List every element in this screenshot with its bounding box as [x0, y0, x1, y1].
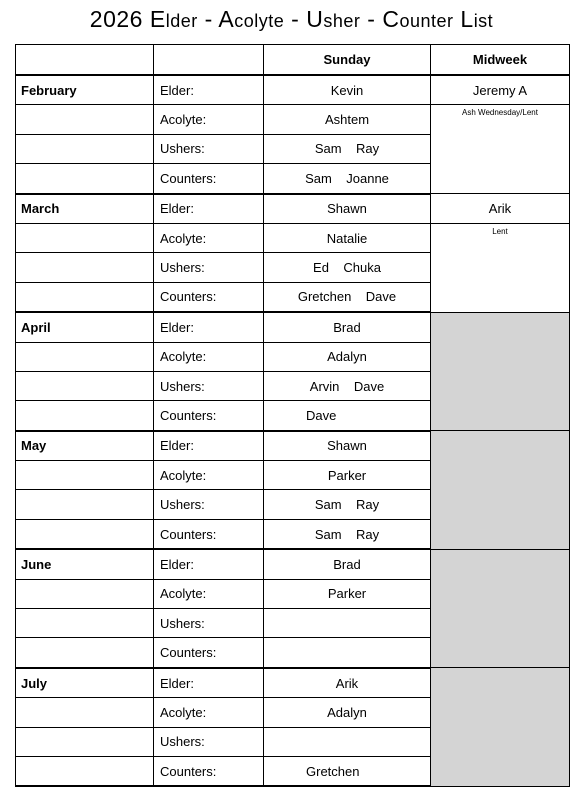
title-word-list: List — [460, 6, 494, 32]
header-role-cell — [154, 45, 264, 76]
sunday-assignment: Natalie — [264, 223, 431, 252]
title-word-elder: Elder — [149, 6, 198, 32]
midweek-shaded-cell — [431, 431, 570, 550]
month-label-june: June — [16, 549, 154, 579]
sunday-assignment: Ashtem — [264, 105, 431, 134]
page-title — [0, 6, 583, 33]
midweek-shaded-cell — [431, 549, 570, 668]
sunday-assignment: Kevin — [264, 75, 431, 105]
month-cell-empty — [16, 223, 154, 252]
title-separator: - — [204, 6, 213, 32]
sunday-assignment: Parker — [264, 579, 431, 608]
sunday-assignment: Brad — [264, 312, 431, 342]
role-label: Elder: — [154, 75, 264, 105]
sunday-assignment: Adalyn — [264, 698, 431, 727]
title-separator: - — [291, 6, 300, 32]
sunday-assignment: Sam Ray — [264, 490, 431, 519]
month-cell-empty — [16, 638, 154, 668]
month-cell-empty — [16, 253, 154, 282]
role-label: Acolyte: — [154, 579, 264, 608]
role-label: Ushers: — [154, 253, 264, 282]
month-cell-empty — [16, 342, 154, 371]
midweek-note: Lent — [492, 226, 508, 236]
sunday-assignment: Adalyn — [264, 342, 431, 371]
role-label: Elder: — [154, 668, 264, 698]
midweek-shaded-cell — [431, 668, 570, 787]
midweek-assignment: Jeremy A — [431, 75, 570, 105]
header-month-cell — [16, 45, 154, 76]
role-label: Counters: — [154, 638, 264, 668]
month-cell-empty — [16, 164, 154, 194]
sunday-assignment: Arvin Dave — [264, 371, 431, 400]
sunday-assignment: Gretchen Dave — [264, 282, 431, 312]
title-separator: - — [367, 6, 376, 32]
role-label: Counters: — [154, 401, 264, 431]
month-cell-empty — [16, 579, 154, 608]
month-cell-empty — [16, 609, 154, 638]
sunday-assignment: Gretchen — [264, 756, 431, 786]
schedule-row — [16, 105, 570, 134]
month-cell-empty — [16, 134, 154, 163]
role-label: Ushers: — [154, 371, 264, 400]
month-cell-empty — [16, 461, 154, 490]
schedule-body — [16, 45, 570, 787]
month-cell-empty — [16, 698, 154, 727]
month-label-april: April — [16, 312, 154, 342]
title-word-usher: Usher — [306, 6, 361, 32]
title-word-acolyte: Acolyte — [218, 6, 285, 32]
schedule-row — [16, 549, 570, 579]
schedule-row — [16, 194, 570, 224]
month-cell-empty — [16, 727, 154, 756]
sunday-assignment: Shawn — [264, 431, 431, 461]
month-label-february: February — [16, 75, 154, 105]
schedule-row — [16, 312, 570, 342]
sunday-assignment — [264, 638, 431, 668]
month-cell-empty — [16, 756, 154, 786]
midweek-assignment: Arik — [431, 194, 570, 224]
role-label: Acolyte: — [154, 105, 264, 134]
sunday-assignment: Dave — [264, 401, 431, 431]
role-label: Acolyte: — [154, 223, 264, 252]
header-row — [16, 45, 570, 76]
role-label: Counters: — [154, 282, 264, 312]
month-cell-empty — [16, 519, 154, 549]
title-year: 2026 — [89, 6, 143, 32]
month-label-march: March — [16, 194, 154, 224]
schedule-row — [16, 668, 570, 698]
month-cell-empty — [16, 490, 154, 519]
month-cell-empty — [16, 282, 154, 312]
title-word-counter: Counter — [382, 6, 454, 32]
schedule-table — [15, 44, 570, 787]
month-label-july: July — [16, 668, 154, 698]
role-label: Ushers: — [154, 134, 264, 163]
midweek-note-cell — [431, 105, 570, 194]
sunday-assignment: Sam Joanne — [264, 164, 431, 194]
sunday-assignment: Parker — [264, 461, 431, 490]
sunday-assignment — [264, 609, 431, 638]
role-label: Acolyte: — [154, 698, 264, 727]
role-label: Elder: — [154, 549, 264, 579]
header-sunday: Sunday — [264, 45, 431, 76]
header-midweek: Midweek — [431, 45, 570, 76]
role-label: Acolyte: — [154, 461, 264, 490]
midweek-note-cell — [431, 223, 570, 312]
role-label: Counters: — [154, 164, 264, 194]
role-label: Counters: — [154, 756, 264, 786]
role-label: Elder: — [154, 194, 264, 224]
sunday-assignment: Shawn — [264, 194, 431, 224]
month-cell-empty — [16, 105, 154, 134]
month-label-may: May — [16, 431, 154, 461]
role-label: Ushers: — [154, 727, 264, 756]
month-cell-empty — [16, 401, 154, 431]
sunday-assignment: Sam Ray — [264, 519, 431, 549]
role-label: Ushers: — [154, 490, 264, 519]
sunday-assignment: Arik — [264, 668, 431, 698]
month-cell-empty — [16, 371, 154, 400]
role-label: Elder: — [154, 431, 264, 461]
schedule-row — [16, 75, 570, 105]
role-label: Counters: — [154, 519, 264, 549]
schedule-row — [16, 431, 570, 461]
midweek-note: Ash Wednesday/Lent — [462, 108, 538, 118]
schedule-row — [16, 223, 570, 252]
role-label: Elder: — [154, 312, 264, 342]
sunday-assignment — [264, 727, 431, 756]
sunday-assignment: Ed Chuka — [264, 253, 431, 282]
midweek-shaded-cell — [431, 312, 570, 431]
role-label: Ushers: — [154, 609, 264, 638]
sunday-assignment: Brad — [264, 549, 431, 579]
role-label: Acolyte: — [154, 342, 264, 371]
sunday-assignment: Sam Ray — [264, 134, 431, 163]
